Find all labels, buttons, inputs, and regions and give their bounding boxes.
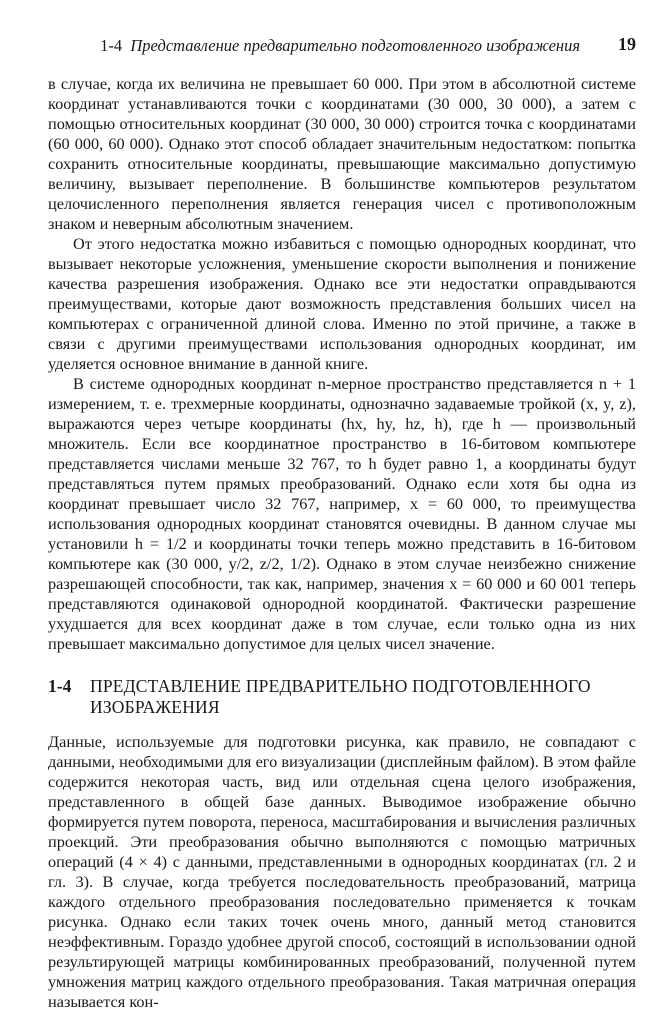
running-head-title: [100, 36, 580, 56]
book-page: [48, 30, 636, 1012]
section-body: [48, 732, 636, 1012]
running-head-section-number: 1-4: [100, 36, 123, 55]
paragraph-continuation: в случае, когда их величина не превышает 60 000. При этом в абсолютной системе координат устанавливаются точки с координатами (30 000, 30 000), а затем с помощью относительных координат (30 000, 30 000) строится точка с координатами (60 000, 60 000). Однако этот способ обладает значительным недостатком: попытка сохранить относительные координаты, превышающие максимально допустимую величину, вызывает переполнение. В большинстве компьютеров результатом целочисленного переполнения является генерация чисел с противоположным знаком и неверным абсолютным значением.: [48, 74, 636, 233]
section-title: [90, 676, 636, 718]
paragraph: В системе однородных координат n-мерное пространство представляется n + 1 измерением, т. е. трехмерные координаты, однозначно задаваемые тройкой (x, y, z), выражаются через четыре координаты (hx, hy, hz, h), где h — произвольный множитель. Если все координатное пространство в 16-битовом компьютере представляется числами меньше 32 767, то h будет равно 1, а координаты будут представляться путем прямых преобразований. Однако если хотя бы одна из координат превышает число 32 767, например, x = 60 000, то преимущества использования однородных координат становятся очевидны. В данном случае мы установили h = 1/2 и координаты точки теперь можно представить в 16-битовом компьютере как (30 000, y/2, z/2, 1/2). Однако в этом случае неизбежно снижение разрешающей способности, так как, например, значения x = 60 000 и 60 001 теперь представляются одинаковой однородной координатой. Фактически разрешение ухудшается для всех координат даже в том случае, если только одна из них превышает максимально допустимое для целых чисел значение.: [48, 374, 636, 653]
running-head-section-title: Представление предварительно подготовленного изображения: [130, 36, 580, 55]
section-heading: [48, 676, 636, 718]
paragraph: Данные, используемые для подготовки рисунка, как правило, не совпадают с данными, необходимыми для его визуализации (дисплейным файлом). В этом файле содержится некоторая часть, вид или отдельная сцена целого изображения, представленного в общей базе данных. Выводимое изображение обычно формируется путем поворота, переноса, масштабирования и вычисления различных проекций. Эти преобразования обычно выполняются с помощью матричных операций (4 × 4) с данными, представленными в однородных координатах (гл. 2 и гл. 3). В случае, когда требуется последовательность преобразований, матрица каждого отдельного преобразования последовательно применяется к точкам рисунка. Однако если таких точек очень много, данный метод становится неэффективным. Гораздо удобнее другой способ, состоящий в использовании одной результирующей матрицы комбинированных преобразований, полученной путем умножения матриц каждого отдельного преобразования. Такая матричная операция называется кон-: [48, 732, 636, 1011]
paragraph: От этого недостатка можно избавиться с помощью однородных координат, что вызывает некоторые усложнения, уменьшение скорости выполнения и понижение качества разрешения изображения. Однако все эти недостатки оправдываются преимуществами, которые дают возможность представления больших чисел на компьютерах с ограниченной длиной слова. Именно по этой причине, а также в связи с другими преимуществами использования однородных координат, им уделяется основное внимание в данной книге.: [48, 234, 636, 373]
section-number: 1-4: [48, 676, 72, 696]
section-title-line: ПРЕДСТАВЛЕНИЕ ПРЕДВАРИТЕЛЬНО ПОДГОТОВЛЕННОГО: [90, 676, 591, 696]
body-text: [48, 74, 636, 654]
section-title-line: ИЗОБРАЖЕНИЯ: [90, 697, 220, 717]
running-head: [48, 30, 636, 58]
page-number: 19: [618, 34, 636, 54]
